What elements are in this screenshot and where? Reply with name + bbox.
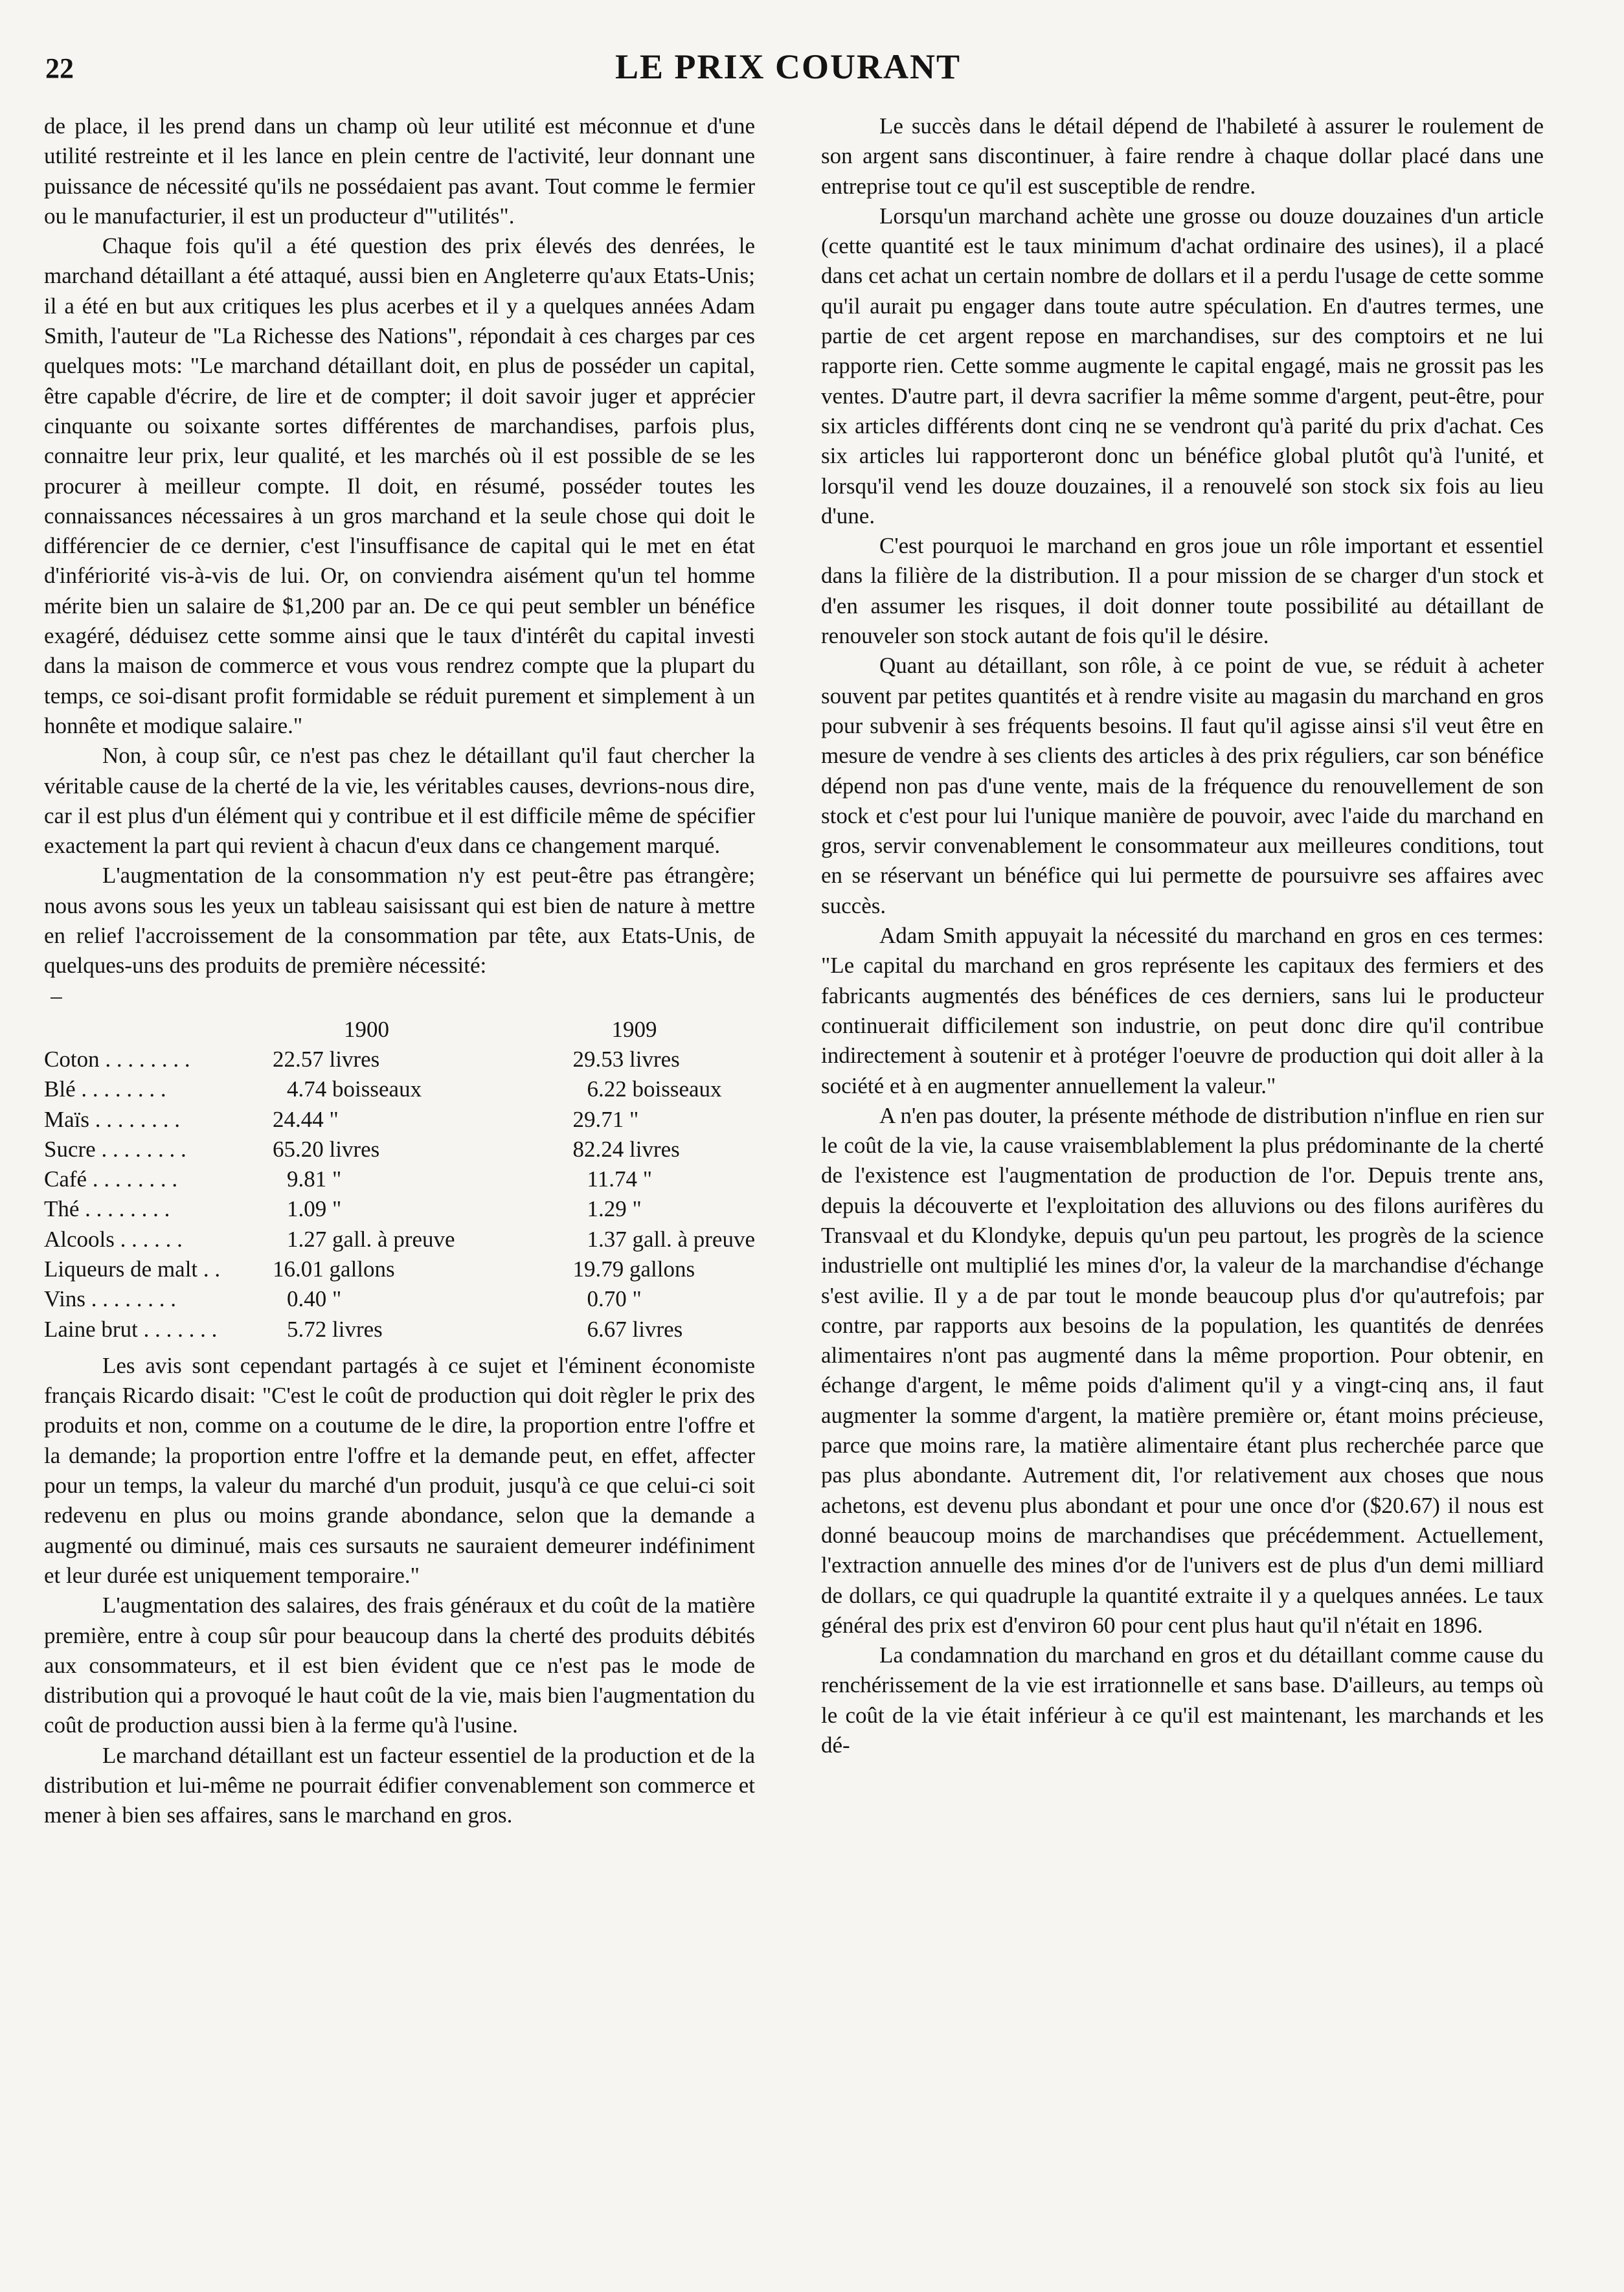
table-cell-1900: 5.72 livres (287, 1316, 383, 1342)
table-cell-1909: 6.22 boisseaux (587, 1076, 722, 1102)
table-leader: . . . . . . (120, 1226, 183, 1252)
table-cell-product: Coton (44, 1046, 100, 1072)
paragraph: Le marchand détaillant est un facteur essentiel de la production et de la distribution et lui-même ne pourrait édifier convenablement son commerce et mener à bien ses affaires, sans le marchand en gros. (44, 1742, 755, 1828)
table-cell-product: Liqueurs de malt (44, 1256, 198, 1282)
table-row (44, 1225, 755, 1254)
paragraph: Chaque fois qu'il a été question des prix élevés des denrées, le marchand détaillant a été attaqué, aussi bien en Angleterre qu'aux Etats-Unis; il a été en but aux critiques les plus acerbes et il y a quelques années Adam Smith, l'auteur de "La Richesse des Nations", répondait à ces charges par ces quelques mots: "Le marchand détaillant doit, en plus de posséder un capital, être capable d'écrire, de lire et de compter; il doit savoir juger et apprécier cinquante ou soixante sortes différentes de marchandises, parfois plus, connaitre leur prix, leur qualité, et les marchés où il est possible de se les procurer à meilleur compte. Il doit, en résumé, posséder toutes les connaissances nécessaires à un gros marchand et la seule chose qui doit le différencier de ce dernier, c'est l'insuffisance de capital qui le met en état d'infériorité vis-à-vis de lui. Or, on conviendra aisément qu'un tel homme mérite bien un salaire de $1,200 par an. De ce qui peut sembler un bénéfice exagéré, déduisez cette somme ainsi que le taux d'intérêt du capital investi dans la maison de commerce et vous vous rendrez compte que la plupart du temps, ce soi-disant profit formidable se réduit purement et simplement à un honnête et modique salaire." (44, 233, 755, 738)
table-row (44, 1164, 755, 1194)
paragraph: Quant au détaillant, son rôle, à ce point de vue, se réduit à acheter souvent par petites quantités et à rendre visite au magasin du marchand en gros pour subvenir à ses fréquents besoins. Il faut qu'il agisse ainsi s'il veut être en mesure de vendre à ses clients des articles à des prix réguliers, car son bénéfice dépend non pas d'une vente, mais de la fréquence du renouvellement de son stock et c'est pour lui l'unique manière de pouvoir, avec l'aide du marchand en gros, servir convenablement le consommateur aux meilleures conditions, tout en se réservant un bénéfice qui lui permette de poursuivre ses affaires avec succès. (821, 653, 1544, 918)
table-row (44, 1045, 755, 1074)
table-row (44, 1074, 755, 1104)
table-leader: . . . . . . . . (81, 1076, 166, 1102)
table-row (44, 1284, 755, 1314)
paragraph: Non, à coup sûr, ce n'est pas chez le détaillant qu'il faut chercher la véritable cause de la cherté de la vie, les véritables causes, devrions-nous dire, car il est plus d'un élément qui y contribue et il est difficile même de spécifier exactement la part qui revient à chacun d'eux dans ce changement marqué. (44, 743, 755, 859)
page-header (0, 39, 1624, 91)
table-cell-product: Sucre (44, 1136, 96, 1162)
table-cell-1900: 9.81 " (287, 1166, 342, 1192)
right-column (821, 111, 1544, 1760)
table-leader: . . . . . . . . (85, 1196, 170, 1222)
table-cell-1909: 29.71 " (572, 1106, 639, 1132)
table-leader: . . . . . . . . (95, 1106, 180, 1132)
table-cell-1909: 1.37 gall. à preuve (587, 1226, 755, 1252)
table-header-row (44, 1015, 755, 1045)
table-header-1909: 1909 (611, 1016, 657, 1042)
table-cell-product: Maïs (44, 1106, 89, 1132)
table-leader: . . . . . . . . (101, 1136, 186, 1162)
paragraph: Le succès dans le détail dépend de l'habileté à assurer le roulement de son argent sans discontinuer, à faire rendre à chaque dollar placé dans une entreprise tout ce qu'il est susceptible de rendre. (821, 113, 1544, 199)
table-leader: . . (203, 1256, 221, 1282)
table-cell-1900: 16.01 gallons (273, 1256, 395, 1282)
table-cell-1909: 0.70 " (587, 1286, 642, 1312)
table-cell-1909: 1.29 " (587, 1196, 642, 1222)
table-header-1900: 1900 (344, 1016, 390, 1042)
consumption-table (44, 1015, 755, 1345)
table-row (44, 1105, 755, 1135)
paragraph: Adam Smith appuyait la nécessité du marchand en gros en ces termes: "Le capital du marchand en gros représente les capitaux des fermiers et des fabricants augmentés des bénéfices de ces derniers, sans lui le producteur continuerait difficilement son industrie, on peut donc dire qu'il contribue indirectement à soutenir et à protéger l'oeuvre de production qui doit aller à la société et à en augmenter annuellement la valeur." (821, 923, 1544, 1098)
table-cell-1909: 19.79 gallons (572, 1256, 695, 1282)
paragraph: C'est pourquoi le marchand en gros joue un rôle important et essentiel dans la filière de la distribution. Il a pour mission de se charger d'un stock et d'en assumer les risques, il doit donner toute possibilité au détaillant de renouveler son stock autant de fois qu'il le désire. (821, 533, 1544, 649)
table-row (44, 1254, 755, 1284)
paragraph: La condamnation du marchand en gros et du détaillant comme cause du renchérissement de la vie est irrationnelle et sans base. D'ailleurs, au temps où le coût de la vie était inférieur à ce qu'il est maintenant, les marchands et les dé- (821, 1642, 1544, 1758)
table-cell-product: Blé (44, 1076, 76, 1102)
table-cell-1909: 11.74 " (587, 1166, 652, 1192)
paragraph: L'augmentation de la consommation n'y est peut-être pas étrangère; nous avons sous les yeux un tableau saisissant qui est bien de nature à mettre en relief l'accroissement de la consommation par tête, aux Etats-Unis, de quelques-uns des produits de première nécessité: (44, 863, 755, 979)
table-cell-1900: 22.57 livres (273, 1046, 380, 1072)
table-cell-product: Café (44, 1166, 87, 1192)
left-column (44, 111, 755, 1831)
table-cell-1900: 0.40 " (287, 1286, 342, 1312)
table-leader: . . . . . . . . (91, 1286, 177, 1312)
table-cell-1909: 6.67 livres (587, 1316, 683, 1342)
table-leader: . . . . . . . (143, 1316, 218, 1342)
table-row (44, 1135, 755, 1164)
table-cell-1900: 24.44 " (273, 1106, 339, 1132)
table-cell-product: Laine brut (44, 1316, 138, 1342)
table-cell-product: Alcools (44, 1226, 115, 1252)
table-cell-product: Thé (44, 1196, 80, 1222)
running-title: LE PRIX COURANT (615, 47, 962, 86)
table-cell-1909: 29.53 livres (572, 1046, 680, 1072)
table-row (44, 1194, 755, 1224)
paragraph: Lorsqu'un marchand achète une grosse ou douze douzaines d'un article (cette quantité est le taux minimum d'achat ordinaire des usines), il a placé dans cet achat un certain nombre de dollars et il a perdu l'usage de cette somme qu'il aurait pu engager dans toute autre spéculation. En d'autres termes, une partie de cet argent repose en marchandises, sur des comptoirs et ne lui rapporte rien. Cette somme augmente le capital engagé, mais ne grossit pas les ventes. D'autre part, il devra sacrifier la même somme d'argent, peut-être, pour six articles différents dont cinq ne se vendront qu'à parité du prix d'achat. Ces six articles lui rapporteront donc un bénéfice global plutôt qu'à l'unité, et lorsqu'il vend les douze douzaines, il a renouvelé son stock six fois au lieu d'une. (821, 203, 1544, 528)
table-header-product (44, 1015, 273, 1045)
table-cell-1909: 82.24 livres (572, 1136, 680, 1162)
table-top-rule (44, 981, 755, 1011)
table-cell-1900: 1.27 gall. à preuve (287, 1226, 455, 1252)
page-number: 22 (45, 52, 74, 84)
table-cell-1900: 1.09 " (287, 1196, 342, 1222)
paragraph: A n'en pas douter, la présente méthode de distribution n'influe en rien sur le coût de la vie, la cause vraisemblablement la plus prédominante de la cherté de l'existence est l'augmentation de production de l'or. Depuis trente ans, depuis la découverte et l'exploitation des alluvions ou des filons aurifères du Transvaal et du Klondyke, depuis qu'un peu partout, les progrès de la science industrielle ont multiplié les mines d'or, la valeur de la marchandise d'échange s'est avilie. Il y a de par tout le monde beaucoup plus d'or qu'autrefois; par contre, par rapports aux besoins de la population, les quantités de denrées alimentaires n'ont pas augmenté dans la même proportion. Pour obtenir, en échange d'argent, le même poids d'aliment qu'il y a vingt-cinq ans, il faut augmenter la somme d'argent, la matière première or, étant moins précieuse, parce que moins rare, la matière alimentaire étant plus recherchée parce que pas plus abondante. Autrement dit, l'or relativement aux choses que nous achetons, est devenu plus abondant et pour une once d'or ($20.67) il nous est donné beaucoup moins de marchandises que précédemment. Actuellement, l'extraction annuelle des mines d'or de l'univers est de plus d'un demi milliard de dollars, ce qui quadruple la quantité extraite il y a quelques années. Le taux général des prix est d'environ 60 pour cent plus haut qu'il n'était en 1896. (821, 1102, 1544, 1638)
paragraph: L'augmentation des salaires, des frais généraux et du coût de la matière première, entre à coup sûr pour beaucoup dans la cherté des produits débités aux consommateurs, et il est bien évident que ce n'est pas le mode de distribution qui a provoqué le haut coût de la vie, mais bien l'augmentation du coût de production aussi bien à la ferme qu'à l'usine. (44, 1593, 755, 1738)
table-leader: . . . . . . . . (92, 1166, 178, 1192)
paragraph: Les avis sont cependant partagés à ce sujet et l'éminent économiste français Ricardo disait: "C'est le coût de production qui doit règler le prix des produits et non, comme on a coutume de le dire, la proportion entre l'offre et la demande; la proportion entre l'offre et la demande peut, en effet, affecter pour un temps, la valeur du marché d'un produit, jusqu'à ce que celui-ci soit redevenu en plus ou moins grande abondance, selon que la demande a augmenté ou diminué, mais ces sursauts ne sauraient demeurer indéfiniment et leur durée est uniquement temporaire." (44, 1352, 755, 1588)
table-row (44, 1315, 755, 1345)
paragraph: de place, il les prend dans un champ où leur utilité est méconnue et d'une utilité restreinte et il les lance en plein centre de l'activité, leur donnant une puissance de nécessité qu'ils ne possédaient pas avant. Tout comme le fermier ou le manufacturier, il est un producteur d'"utilités". (44, 113, 755, 229)
table-leader: . . . . . . . . (105, 1046, 190, 1072)
table-cell-product: Vins (44, 1286, 86, 1312)
table-cell-1900: 65.20 livres (273, 1136, 380, 1162)
table-cell-1900: 4.74 boisseaux (287, 1076, 422, 1102)
